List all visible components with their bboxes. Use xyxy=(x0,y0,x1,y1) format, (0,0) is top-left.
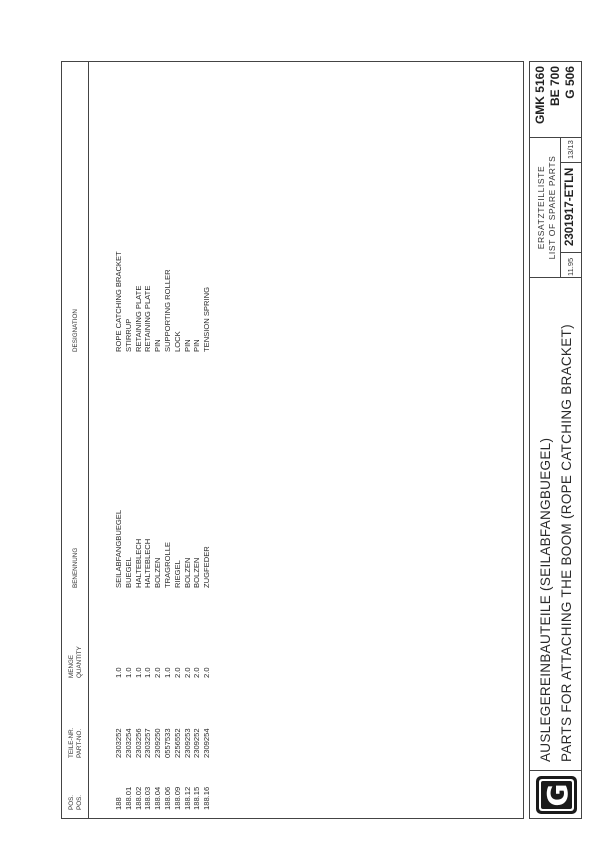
table-cell: 2.0 xyxy=(202,667,212,678)
model-be: BE 700 xyxy=(548,66,562,107)
table-cell: ZUGFEDER xyxy=(202,546,212,588)
table-cell: RIEGEL xyxy=(172,560,182,588)
grove-logo-icon xyxy=(536,776,577,814)
table-cell: 188.04 xyxy=(153,786,163,810)
quantity-column xyxy=(114,667,212,678)
table-cell: SUPPORTING ROLLER xyxy=(162,269,172,352)
page-number: 13/13 xyxy=(566,140,575,159)
title-english: PARTS FOR ATTACHING THE BOOM (ROPE CATCHING BRACKET) xyxy=(559,324,574,762)
header-designation: DESIGNATION xyxy=(72,309,79,352)
table-cell: 1.0 xyxy=(133,667,143,678)
parts-list-sheet xyxy=(61,60,585,819)
table-cell: TENSION SPRING xyxy=(202,287,212,352)
table-cell: 188.12 xyxy=(182,786,192,810)
table-cell: 2303252 xyxy=(114,728,123,758)
table-cell: 188.09 xyxy=(172,786,182,810)
table-cell: BUEGEL xyxy=(123,557,133,588)
header-divider xyxy=(88,62,89,818)
header-benennung: BENENNUNG xyxy=(72,547,79,588)
model-gmk: GMK 5160 xyxy=(533,66,547,125)
table-cell: PIN xyxy=(192,339,202,352)
table-cell: TRAGROLLE xyxy=(162,542,172,588)
table-cell: STIRRUP xyxy=(123,318,133,352)
table-cell: 2309254 xyxy=(202,728,212,758)
table-cell: 2.0 xyxy=(192,667,202,678)
model-g: G 506 xyxy=(563,66,577,99)
designation-column xyxy=(114,251,212,352)
table-cell: 2303256 xyxy=(133,728,143,758)
list-label-german: ERSATZTEILLISTE xyxy=(536,165,546,250)
revision-letter: N xyxy=(564,167,576,176)
table-cell: 1.0 xyxy=(114,667,123,678)
table-cell: PIN xyxy=(153,339,163,352)
table-cell: 2.0 xyxy=(153,667,163,678)
title-german: AUSLEGEREINBAUTEILE (SEILABFANGBUEGEL) xyxy=(538,437,553,762)
table-cell: 188.01 xyxy=(123,786,133,810)
header-part-no: TEILE-NR. PART-NO. xyxy=(68,727,83,758)
table-cell: 188.03 xyxy=(143,786,153,810)
table-cell: 2.0 xyxy=(182,667,192,678)
table-cell: LOCK xyxy=(172,331,182,352)
pos-column xyxy=(114,787,212,810)
document-number: 2301917-ETL xyxy=(564,175,576,246)
table-cell: 2309250 xyxy=(153,728,163,758)
table-cell: 2303257 xyxy=(143,728,153,758)
table-cell: 0557533 xyxy=(162,728,172,758)
table-cell: 2303254 xyxy=(123,728,133,758)
header-quantity: MENGE QUANTITY xyxy=(68,646,83,678)
header-pos: POS. POS. xyxy=(68,794,83,810)
table-cell: SEILABFANGBUEGEL xyxy=(114,509,123,588)
table-cell: 1.0 xyxy=(162,667,172,678)
table-cell: 2.0 xyxy=(172,667,182,678)
part-no-column xyxy=(114,728,212,758)
table-cell: 188.15 xyxy=(192,786,202,810)
table-cell: RETAINING PLATE xyxy=(143,285,153,352)
table-cell: 188 xyxy=(114,797,123,810)
table-cell: HALTEBLECH xyxy=(143,538,153,588)
table-cell: 2309253 xyxy=(182,728,192,758)
table-cell: BOLZEN xyxy=(182,557,192,588)
table-cell: 188.16 xyxy=(202,786,212,810)
table-cell: 2309252 xyxy=(192,728,202,758)
benennung-column xyxy=(114,510,212,588)
table-cell: RETAINING PLATE xyxy=(133,285,143,352)
svg-text:G: G xyxy=(541,783,574,807)
table-cell: BOLZEN xyxy=(192,557,202,588)
list-label-english: LIST OF SPARE PARTS xyxy=(547,155,557,260)
table-cell: ROPE CATCHING BRACKET xyxy=(114,251,123,352)
parts-table xyxy=(61,61,524,819)
table-cell: 188.02 xyxy=(133,786,143,810)
table-cell: HALTEBLECH xyxy=(133,538,143,588)
table-cell: 1.0 xyxy=(143,667,153,678)
table-cell: 188.06 xyxy=(162,786,172,810)
table-cell: PIN xyxy=(182,339,192,352)
issue-date: 11.95 xyxy=(566,257,575,276)
title-block xyxy=(529,61,582,819)
table-cell: BOLZEN xyxy=(153,557,163,588)
table-cell: 1.0 xyxy=(123,667,133,678)
table-cell: 2256552 xyxy=(172,728,182,758)
